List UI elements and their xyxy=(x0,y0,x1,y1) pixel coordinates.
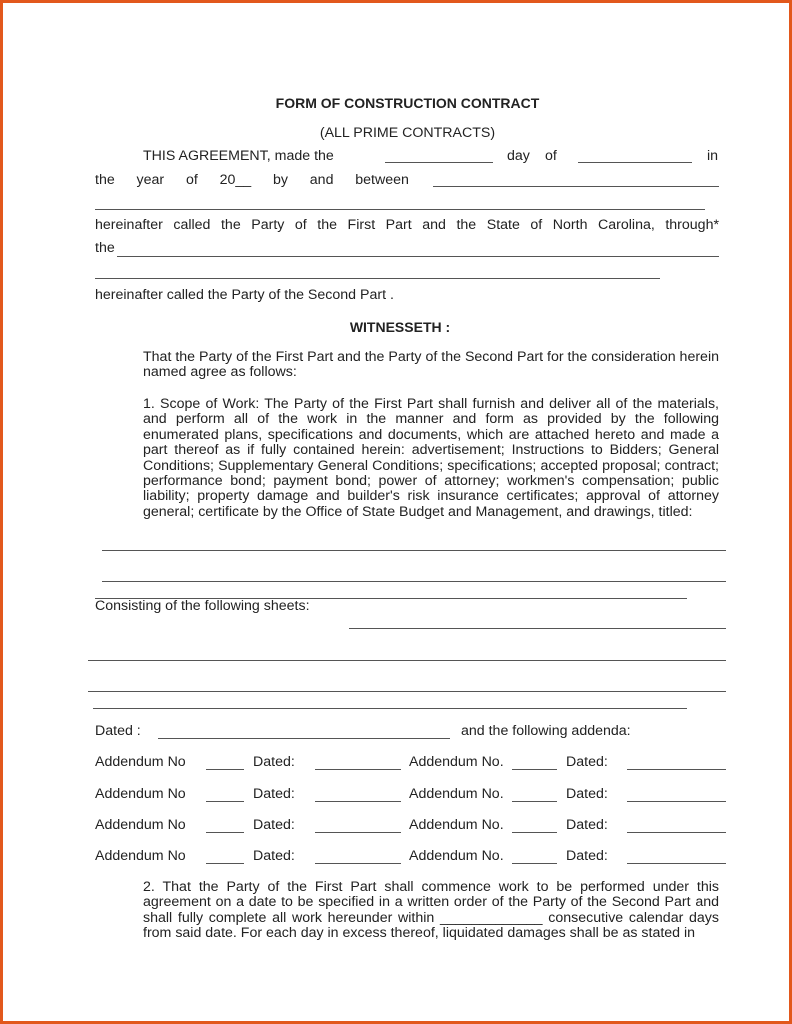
sheets-field-2[interactable] xyxy=(88,660,726,661)
addendum-date-field[interactable] xyxy=(315,801,401,802)
party-name-field[interactable] xyxy=(433,186,719,187)
the-text: the xyxy=(95,240,115,256)
addendum-no-label-right: Addendum No. xyxy=(409,754,504,770)
addendum-no-label-right: Addendum No. xyxy=(409,817,504,833)
word: between xyxy=(355,172,409,188)
day-field[interactable] xyxy=(385,162,493,163)
addendum-dated-label: Dated: xyxy=(253,786,295,802)
year-field: 20__ xyxy=(219,172,252,188)
document-subtitle: (ALL PRIME CONTRACTS) xyxy=(319,125,496,141)
of-text: of xyxy=(545,148,557,164)
agency-field-2[interactable] xyxy=(95,278,660,279)
commence-text-a: 2. That the Party of the First Part shall commence work to be performed under this agreement on a date to be specified in a written order of the Party of the Second Part and shall fully complete all work hereunder within xyxy=(143,879,719,926)
addendum-no-label-right: Addendum No. xyxy=(409,786,504,802)
addendum-date-field-right[interactable] xyxy=(627,801,726,802)
calendar-days-field[interactable]: _____________ xyxy=(439,909,543,926)
addendum-no-field-right[interactable] xyxy=(512,769,557,770)
addendum-dated-label: Dated: xyxy=(253,848,295,864)
commencement-text xyxy=(95,880,719,942)
addendum-no-field[interactable] xyxy=(206,801,244,802)
addendum-no-label: Addendum No xyxy=(95,817,186,833)
addendum-date-field-right[interactable] xyxy=(627,832,726,833)
sheets-field[interactable] xyxy=(349,628,726,629)
year-text xyxy=(95,172,409,188)
addendum-no-field-right[interactable] xyxy=(512,832,557,833)
agreement-made-text: THIS AGREEMENT, made the xyxy=(143,148,334,164)
consideration-paragraph xyxy=(95,350,719,381)
consideration-text: That the Party of the First Part and the Party of the Second Part for the consideration herein named agree as follows: xyxy=(143,349,719,381)
scope-of-work-text: 1. Scope of Work: The Party of the First Part shall furnish and deliver all of the materials, and perform all of the work in the manner and form as provided by the following enumerated plans, specifications and documents, which are attached hereto and made a part thereof as if fully contained herein: advertisement; Instructions to Bidders; General Conditions; Supplementary General Conditions; specifications; accepted proposal; contract; performance bond; payment bond; power of attorney; workmen's compensation; public liability; property damage and builder's risk insurance certificates; approval of attorney general; certificate by the Office of State Budget and Management, and drawings, titled: xyxy=(143,396,719,520)
addendum-dated-label-right: Dated: xyxy=(566,754,608,770)
addendum-date-field-right[interactable] xyxy=(627,863,726,864)
addendum-no-field-right[interactable] xyxy=(512,863,557,864)
witnesseth-heading: WITNESSETH : xyxy=(349,319,451,335)
second-party-text: hereinafter called the Party of the Second Part . xyxy=(95,287,394,303)
addendum-dated-label: Dated: xyxy=(253,754,295,770)
dated-label: Dated : xyxy=(95,723,141,739)
addenda-label: and the following addenda: xyxy=(461,723,631,739)
month-field[interactable] xyxy=(578,162,692,163)
in-text: in xyxy=(707,148,719,164)
addendum-dated-label-right: Dated: xyxy=(566,848,608,864)
sheets-field-4[interactable] xyxy=(93,708,687,709)
word: of xyxy=(185,172,198,188)
word: and xyxy=(309,172,334,188)
addendum-no-field[interactable] xyxy=(206,863,244,864)
addendum-no-field[interactable] xyxy=(206,832,244,833)
drawings-title-field[interactable] xyxy=(102,550,726,551)
addendum-no-label: Addendum No xyxy=(95,848,186,864)
addendum-date-field[interactable] xyxy=(315,832,401,833)
word: by xyxy=(273,172,288,188)
addendum-no-label: Addendum No xyxy=(95,786,186,802)
addendum-date-field[interactable] xyxy=(315,863,401,864)
party-name-field-2[interactable] xyxy=(95,209,705,210)
commencement-paragraph xyxy=(95,880,719,942)
addendum-date-field-right[interactable] xyxy=(627,769,726,770)
word: year xyxy=(136,172,165,188)
addendum-dated-label: Dated: xyxy=(253,817,295,833)
day-text: day xyxy=(507,148,530,164)
addendum-date-field[interactable] xyxy=(315,769,401,770)
agency-field[interactable] xyxy=(117,256,719,257)
drawings-title-field-2[interactable] xyxy=(102,581,726,582)
addendum-no-field-right[interactable] xyxy=(512,801,557,802)
sheets-field-3[interactable] xyxy=(88,691,726,692)
dated-field[interactable] xyxy=(158,738,450,739)
addendum-no-label-right: Addendum No. xyxy=(409,848,504,864)
word: the xyxy=(95,172,115,188)
scope-of-work-paragraph xyxy=(95,397,719,520)
sheets-label: Consisting of the following sheets: xyxy=(95,598,310,614)
document-title: FORM OF CONSTRUCTION CONTRACT xyxy=(275,95,540,111)
commence-text-b: consecutive calendar days from said date. For each day in excess thereof, liquidated damages shall be as stated in xyxy=(143,909,719,942)
addendum-dated-label-right: Dated: xyxy=(566,817,608,833)
addendum-no-label: Addendum No xyxy=(95,754,186,770)
addendum-dated-label-right: Dated: xyxy=(566,786,608,802)
addendum-no-field[interactable] xyxy=(206,769,244,770)
first-party-text: hereinafter called the Party of the First Part and the State of North Carolina, through* xyxy=(95,217,719,233)
